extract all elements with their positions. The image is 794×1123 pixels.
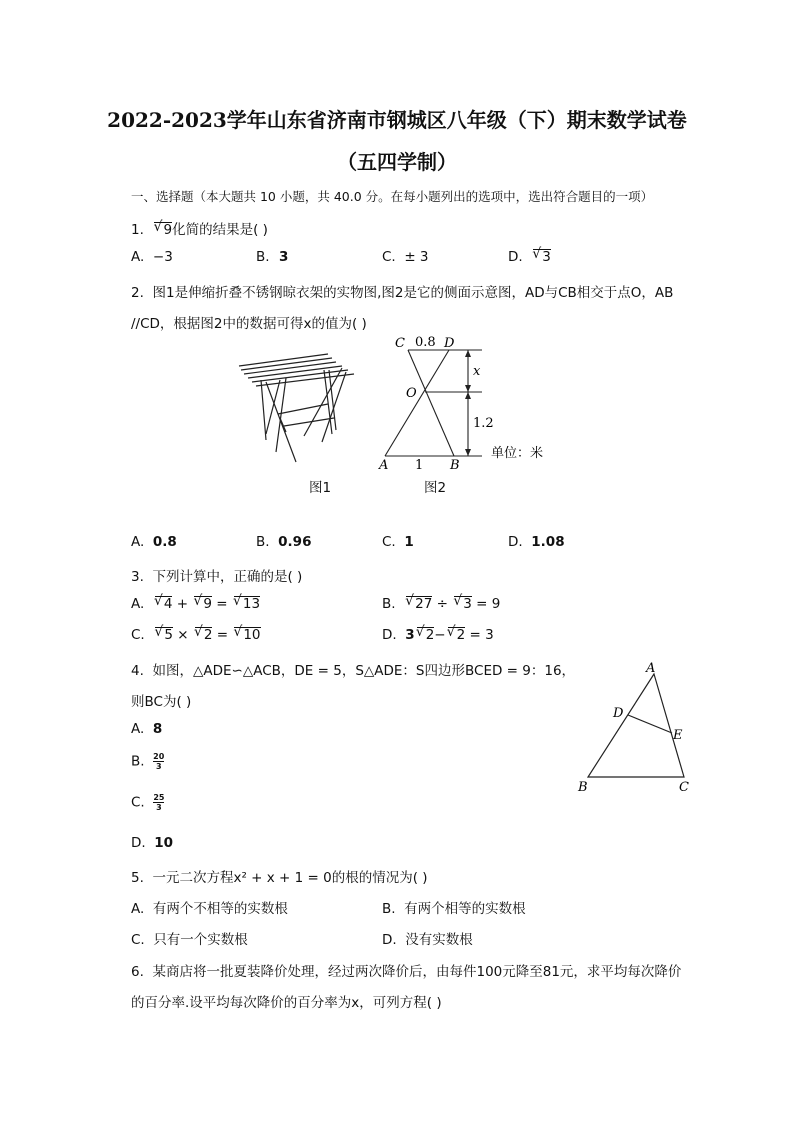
- q4-option-a[interactable]: A. 8: [131, 721, 163, 737]
- label-top-length: 0.8: [415, 335, 436, 350]
- q3-option-c[interactable]: C. √ 5 × √ 2 = √ 10: [131, 627, 261, 643]
- question-5: 5. 一元二次方程x² + x + 1 = 0的根的情况为( ): [131, 870, 428, 886]
- q4-option-d[interactable]: D. 10: [131, 835, 174, 851]
- vertex-b: B: [578, 780, 588, 795]
- question-4-line1: 4. 如图，△ADE∽△ACB，DE = 5，S△ADE：S四边形BCED = 9：16，: [131, 663, 576, 679]
- q1-option-c[interactable]: C. ± 3: [382, 249, 429, 265]
- q2-option-d[interactable]: D. 1.08: [508, 534, 565, 550]
- unit-label: 单位：米: [491, 446, 544, 461]
- q1-option-a[interactable]: A. −3: [131, 249, 173, 265]
- question-6-line1: 6. 某商店将一批夏装降价处理，经过两次降价后，由每件100元降至81元，求平均每次降价: [131, 964, 682, 980]
- q2-option-b[interactable]: B. 0.96: [256, 534, 312, 550]
- q1-option-b[interactable]: B. 3: [256, 249, 289, 265]
- label-d: D: [444, 336, 455, 351]
- figure-2-caption: 图2: [424, 480, 447, 496]
- q3-option-a[interactable]: A. √ 4 + √ 9 = √ 13: [131, 596, 260, 612]
- exam-subtitle: （五四学制）: [337, 150, 457, 174]
- q4-option-b[interactable]: B. $\frac{20}{3}$: [131, 752, 165, 771]
- label-a: A: [379, 458, 389, 473]
- q2-option-a[interactable]: A. 0.8: [131, 534, 177, 550]
- q5-option-c[interactable]: C. 只有一个实数根: [131, 932, 248, 948]
- q1-option-d[interactable]: D. √ 3: [508, 249, 551, 265]
- figure-1-clothes-rack: [236, 352, 366, 467]
- question-3: 3. 下列计算中，正确的是( ): [131, 569, 303, 585]
- q4-option-c[interactable]: C. $\frac{25}{3}$: [131, 793, 165, 812]
- label-c: C: [395, 336, 405, 351]
- label-b: B: [450, 458, 460, 473]
- sqrt: √ 9: [154, 222, 172, 238]
- label-x: x: [473, 364, 481, 379]
- vertex-a: A: [646, 661, 656, 676]
- q5-option-b[interactable]: B. 有两个相等的实数根: [382, 901, 526, 917]
- question-2-line2: //CD，根据图2中的数据可得x的值为( ): [131, 316, 367, 332]
- question-6-line2: 的百分率.设平均每次降价的百分率为x，可列方程( ): [131, 995, 442, 1011]
- question-1: 1. √ 9化简的结果是( ): [131, 218, 268, 238]
- label-height: 1.2: [473, 416, 494, 431]
- exam-title: 2022-2023学年山东省济南市钢城区八年级（下）期末数学试卷: [107, 108, 687, 132]
- q5-option-d[interactable]: D. 没有实数根: [382, 932, 473, 948]
- label-bottom-length: 1: [415, 458, 424, 473]
- q3-option-d[interactable]: D. 3√ 2−√ 2 = 3: [382, 627, 494, 643]
- vertex-e: E: [673, 728, 683, 743]
- triangle-figure: [572, 656, 702, 798]
- q5-option-a[interactable]: A. 有两个不相等的实数根: [131, 901, 288, 917]
- q2-option-c[interactable]: C. 1: [382, 534, 414, 550]
- question-4-line2: 则BC为( ): [131, 694, 192, 710]
- figure-1-caption: 图1: [309, 480, 332, 496]
- question-2-line1: 2. 图1是伸缩折叠不锈钢晾衣架的实物图,图2是它的侧面示意图，AD与CB相交于点O，AB: [131, 285, 674, 301]
- vertex-d: D: [613, 706, 624, 721]
- section-heading: 一、选择题（本大题共 10 小题，共 40.0 分。在每小题列出的选项中，选出符合题目的一项）: [131, 189, 654, 204]
- label-o: O: [406, 386, 417, 401]
- figure-2-schematic: [370, 330, 570, 475]
- vertex-c: C: [679, 780, 689, 795]
- q3-option-b[interactable]: B. √ 27 ÷ √ 3 = 9: [382, 596, 500, 612]
